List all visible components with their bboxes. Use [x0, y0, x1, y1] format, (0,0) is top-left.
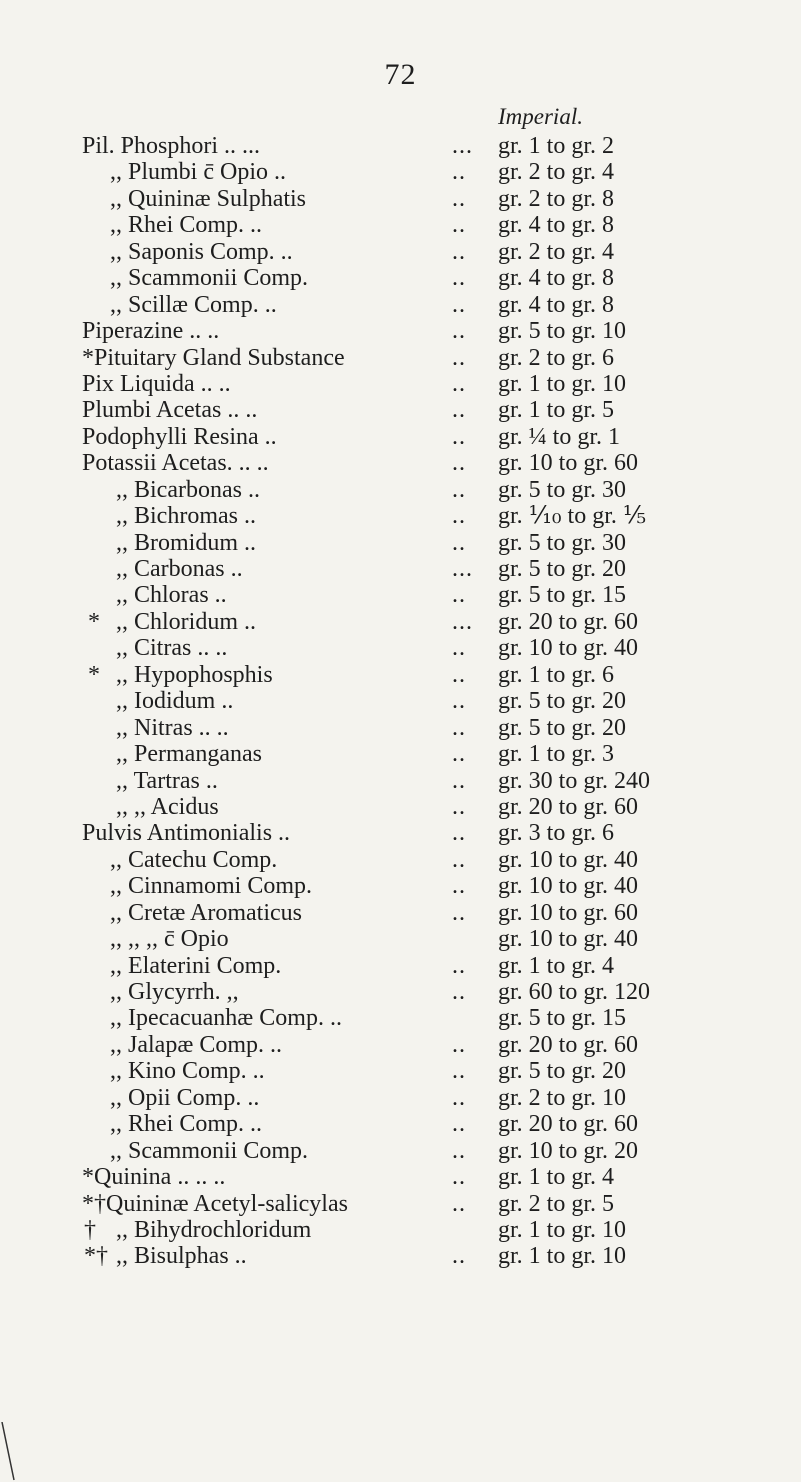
leader-dots: ..: [452, 1031, 466, 1058]
leader-dots: ..: [452, 979, 466, 1005]
table-row: [0, 794, 801, 820]
table-row: [0, 397, 801, 423]
margin-mark: [0, 1422, 20, 1482]
dose-imperial: gr. 1 to gr. 10: [498, 370, 627, 397]
leader-dots: ..: [452, 291, 466, 318]
dose-imperial: gr. 1 to gr. 2: [498, 133, 615, 159]
leader-dots: ..: [452, 1058, 466, 1085]
dose-imperial: gr. 1 to gr. 6: [498, 661, 615, 688]
dose-imperial: gr. 1 to gr. 5: [498, 397, 615, 424]
table-row: [0, 635, 801, 661]
leader-dots: ..: [452, 159, 466, 186]
dose-imperial: gr. 10 to gr. 60: [498, 450, 639, 477]
dose-imperial: gr. 1 to gr. 4: [498, 1164, 615, 1191]
leader-dots: ..: [452, 476, 466, 503]
leader-dots: ..: [452, 450, 466, 477]
drug-name: *Pituitary Gland Substance: [82, 344, 345, 371]
drug-name: ,, Catechu Comp.: [110, 846, 278, 873]
dose-imperial: gr. 10 to gr. 40: [498, 926, 639, 953]
row-mark: *: [88, 661, 100, 688]
dose-imperial: gr. 4 to gr. 8: [498, 291, 615, 318]
drug-name: ,, Elaterini Comp.: [110, 952, 282, 979]
table-row: [0, 345, 801, 371]
drug-name: ,, Chloras ..: [116, 582, 227, 609]
leader-dots: ..: [452, 423, 466, 450]
drug-name: ,, Jalapæ Comp. ..: [110, 1031, 282, 1058]
dose-imperial: gr. 10 to gr. 60: [498, 899, 639, 926]
drug-name: Plumbi Acetas .. ..: [82, 397, 258, 424]
leader-dots: ..: [452, 1164, 466, 1191]
drug-name: ,, Cinnamomi Comp.: [110, 873, 313, 900]
leader-dots: ..: [452, 1137, 466, 1164]
leader-dots: ..: [452, 1243, 466, 1270]
leader-dots: ..: [452, 661, 466, 688]
table-row: [0, 953, 801, 979]
dose-imperial: gr. 5 to gr. 15: [498, 582, 627, 609]
drug-name: Piperazine .. ..: [82, 318, 220, 345]
table-row: [0, 1085, 801, 1111]
dose-imperial: gr. 2 to gr. 4: [498, 159, 615, 186]
table-row: [0, 582, 801, 608]
drug-name: ,, Chloridum ..: [116, 608, 257, 635]
drug-name: ,, Scillæ Comp. ..: [110, 291, 277, 318]
leader-dots: ..: [452, 714, 466, 741]
dose-imperial: gr. 1 to gr. 10: [498, 1243, 627, 1270]
table-row: [0, 926, 801, 952]
dose-imperial: gr. 1 to gr. 3: [498, 741, 615, 768]
page-number: 72: [384, 58, 417, 91]
table-row: [0, 292, 801, 318]
drug-name: ,, Permanganas: [116, 741, 262, 768]
drug-name: ,, Tartras ..: [116, 767, 218, 794]
table-row: [0, 450, 801, 476]
drug-name: ,, Bihydrochloridum: [116, 1216, 312, 1243]
table-row: [0, 741, 801, 767]
dose-imperial: gr. 5 to gr. 30: [498, 529, 627, 556]
leader-dots: ..: [452, 846, 466, 873]
leader-dots: ..: [452, 820, 466, 847]
table-row: [0, 820, 801, 846]
table-row: [0, 1243, 801, 1269]
dose-imperial: gr. 5 to gr. 20: [498, 714, 627, 741]
table-row: [0, 1058, 801, 1084]
drug-name: ,, Bisulphas ..: [116, 1243, 247, 1270]
dose-imperial: gr. 5 to gr. 15: [498, 1005, 627, 1032]
drug-name: ,, Citras .. ..: [116, 635, 228, 662]
row-mark: *†: [84, 1243, 108, 1270]
dose-imperial: gr. 10 to gr. 20: [498, 1137, 639, 1164]
drug-name: ,, Quininæ Sulphatis: [110, 185, 307, 212]
drug-name: ,, Bichromas ..: [116, 503, 256, 530]
table-row: [0, 556, 801, 582]
dose-imperial: gr. 5 to gr. 20: [498, 688, 627, 715]
drug-name: ,, Saponis Comp. ..: [110, 238, 293, 265]
table-row: [0, 265, 801, 291]
leader-dots: ..: [452, 635, 466, 662]
leader-dots: ..: [452, 688, 466, 715]
table-row: [0, 715, 801, 741]
row-mark: *: [88, 608, 100, 635]
table-row: [0, 239, 801, 265]
leader-dots: ..: [452, 529, 466, 556]
drug-name: Pix Liquida .. ..: [82, 370, 231, 397]
dose-imperial: gr. ⅒ to gr. ⅕: [498, 503, 647, 530]
drug-name: ,, Bicarbonas ..: [116, 476, 260, 503]
leader-dots: ..: [452, 318, 466, 345]
leader-dots: ..: [452, 952, 466, 979]
drug-name: ,, Scammonii Comp.: [110, 265, 308, 292]
dose-imperial: gr. 2 to gr. 10: [498, 1084, 627, 1111]
dose-imperial: gr. 20 to gr. 60: [498, 1111, 639, 1138]
dose-imperial: gr. 10 to gr. 40: [498, 635, 639, 662]
leader-dots: ..: [452, 185, 466, 212]
drug-name: ,, Glycyrrh. ,,: [110, 979, 239, 1005]
leader-dots: ..: [452, 793, 466, 820]
leader-dots: ..: [452, 1111, 466, 1138]
table-row: [0, 1005, 801, 1031]
table-row: [0, 900, 801, 926]
table-row: [0, 424, 801, 450]
table-row: [0, 318, 801, 344]
table-row: [0, 1138, 801, 1164]
drug-name: ,, ,, Acidus: [116, 793, 219, 820]
leader-dots: ..: [452, 1084, 466, 1111]
drug-name: ,, Carbonas ..: [116, 556, 243, 582]
leader-dots: ..: [452, 265, 466, 292]
table-row: [0, 159, 801, 185]
drug-name: ,, Plumbi c̄ Opio ..: [110, 159, 287, 186]
dose-imperial: gr. 1 to gr. 4: [498, 952, 615, 979]
table-row: [0, 662, 801, 688]
table-row: [0, 371, 801, 397]
drug-name: ,, Kino Comp. ..: [110, 1058, 265, 1085]
table-row: [0, 186, 801, 212]
leader-dots: ..: [452, 370, 466, 397]
dose-imperial: gr. 4 to gr. 8: [498, 265, 615, 292]
dose-imperial: gr. 20 to gr. 60: [498, 793, 639, 820]
leader-dots: ...: [452, 608, 473, 635]
leader-dots: ..: [452, 741, 466, 768]
table-row: [0, 212, 801, 238]
leader-dots: ...: [452, 556, 473, 582]
leader-dots: ..: [452, 873, 466, 900]
dose-imperial: gr. 60 to gr. 120: [498, 979, 651, 1005]
drug-name: ,, Iodidum ..: [116, 688, 234, 715]
row-mark: †: [84, 1216, 96, 1243]
column-header-imperial: Imperial.: [498, 104, 583, 129]
dose-imperial: gr. 4 to gr. 8: [498, 212, 615, 239]
table-row: [0, 1191, 801, 1217]
dose-imperial: gr. 2 to gr. 4: [498, 238, 615, 265]
dose-imperial: gr. 5 to gr. 30: [498, 476, 627, 503]
dose-imperial: gr. 30 to gr. 240: [498, 767, 651, 794]
dose-imperial: gr. ¼ to gr. 1: [498, 423, 621, 450]
drug-name: ,, Rhei Comp. ..: [110, 1111, 263, 1138]
leader-dots: ..: [452, 767, 466, 794]
table-row: [0, 503, 801, 529]
table-row: [0, 768, 801, 794]
table-row: [0, 979, 801, 1005]
drug-name: ,, Scammonii Comp.: [110, 1137, 308, 1164]
drug-name: *†Quininæ Acetyl-salicylas: [82, 1190, 348, 1217]
dosage-table: [0, 133, 801, 1270]
drug-name: ,, Nitras .. ..: [116, 714, 229, 741]
leader-dots: ..: [452, 899, 466, 926]
dose-imperial: gr. 5 to gr. 10: [498, 318, 627, 345]
table-row: [0, 1217, 801, 1243]
table-row: [0, 1164, 801, 1190]
table-row: [0, 609, 801, 635]
drug-name: Podophylli Resina ..: [82, 423, 277, 450]
leader-dots: ..: [452, 1190, 466, 1217]
drug-name: ,, ,, ,, c̄ Opio: [110, 926, 229, 953]
leader-dots: ...: [452, 133, 473, 159]
dose-imperial: gr. 20 to gr. 60: [498, 1031, 639, 1058]
table-row: [0, 477, 801, 503]
table-row: [0, 530, 801, 556]
dose-imperial: gr. 10 to gr. 40: [498, 846, 639, 873]
leader-dots: ..: [452, 582, 466, 609]
leader-dots: ..: [452, 503, 466, 530]
dose-imperial: gr. 20 to gr. 60: [498, 608, 639, 635]
table-row: [0, 873, 801, 899]
drug-name: ,, Bromidum ..: [116, 529, 257, 556]
drug-name: ,, Cretæ Aromaticus: [110, 899, 302, 926]
drug-name: ,, Rhei Comp. ..: [110, 212, 263, 239]
table-row: [0, 1032, 801, 1058]
dose-imperial: gr. 2 to gr. 8: [498, 185, 615, 212]
dose-imperial: gr. 1 to gr. 10: [498, 1216, 627, 1243]
drug-name: Pulvis Antimonialis ..: [82, 820, 291, 847]
dose-imperial: gr. 2 to gr. 5: [498, 1190, 615, 1217]
table-row: [0, 847, 801, 873]
dose-imperial: gr. 2 to gr. 6: [498, 344, 615, 371]
drug-name: ,, Ipecacuanhæ Comp. ..: [110, 1005, 342, 1032]
leader-dots: ..: [452, 238, 466, 265]
table-row: [0, 1111, 801, 1137]
drug-name: *Quinina .. .. ..: [82, 1164, 226, 1191]
dose-imperial: gr. 5 to gr. 20: [498, 1058, 627, 1085]
leader-dots: ..: [452, 212, 466, 239]
dose-imperial: gr. 3 to gr. 6: [498, 820, 615, 847]
table-row: [0, 133, 801, 159]
drug-name: Pil. Phosphori .. ...: [82, 133, 261, 159]
drug-name: ,, Opii Comp. ..: [110, 1084, 260, 1111]
leader-dots: ..: [452, 397, 466, 424]
table-row: [0, 688, 801, 714]
drug-name: Potassii Acetas. .. ..: [82, 450, 269, 477]
leader-dots: ..: [452, 344, 466, 371]
drug-name: ,, Hypophosphis: [116, 661, 273, 688]
dose-imperial: gr. 10 to gr. 40: [498, 873, 639, 900]
dose-imperial: gr. 5 to gr. 20: [498, 556, 627, 582]
